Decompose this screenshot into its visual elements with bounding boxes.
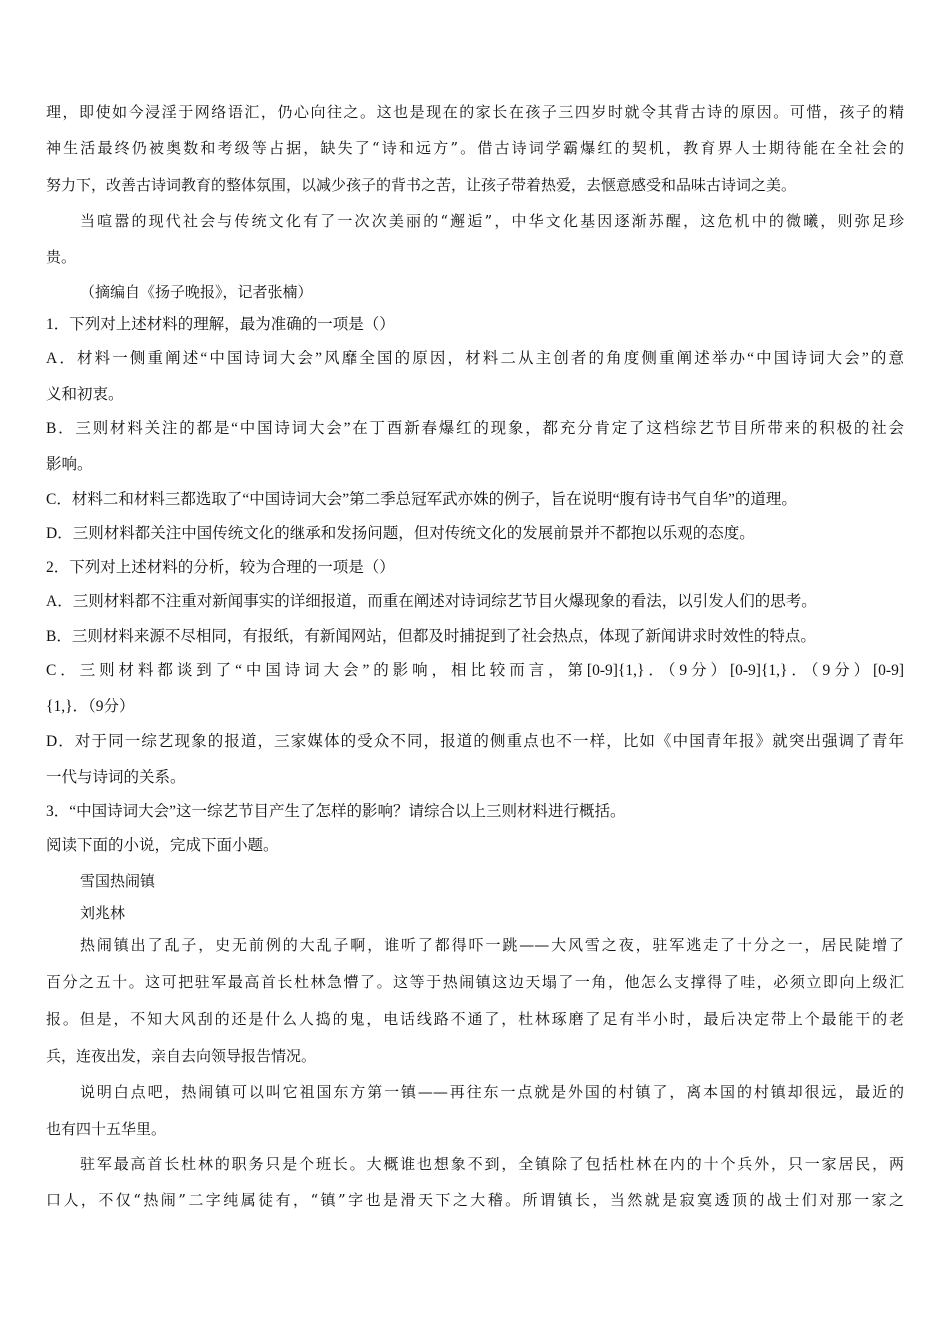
novel-intro: 阅读下面的小说，完成下面小题。 — [46, 837, 279, 854]
q2-option-b: B．三则材料来源不尽相同，有报纸，有新闻网站，但都及时捕捉到了社会热点，体现了新闻讲求时效性的特点。 — [46, 628, 816, 645]
article-citation: （摘编自《扬子晚报》，记者张楠） — [80, 283, 313, 301]
q2-option-d-line-1: D．对于同一综艺现象的报道，三家媒体的受众不同，报道的侧重点也不一样，比如《中国青年报》就突出强调了青年 — [46, 733, 904, 750]
q3-stem: 3．“中国诗词大会”这一综艺节目产生了怎样的影响？请综合以上三则材料进行概括。 — [46, 803, 626, 820]
article-p2-line-1: 当喧嚣的现代社会与传统文化有了一次次美丽的“邂逅”，中华文化基因逐渐苏醒，这危机中的微曦，则弥足珍 — [80, 212, 904, 230]
novel-p2-line-2: 也有四十五华里。 — [46, 1120, 167, 1138]
q1-option-a-line-2: 义和初衷。 — [46, 386, 124, 403]
article-p1-line-2: 神生活最终仍被奥数和考级等占据，缺失了“诗和远方”。借古诗词学霸爆红的契机，教育界人士期待能在全社会的 — [46, 139, 904, 157]
novel-p1-line-4: 兵，连夜出发，亲自去向领导报告情况。 — [46, 1047, 317, 1065]
novel-p1-line-2: 百分之五十。这可把驻军最高首长杜林急懵了。这等于热闹镇这边天塌了一角，他怎么支撑得了哇，必须立即向上级汇 — [46, 973, 904, 991]
article-p1-line-3: 努力下，改善古诗词教育的整体氛围，以减少孩子的背书之苦，让孩子带着热爱，去惬意感受和品味古诗词之美。 — [46, 176, 797, 194]
article-p2-line-2: 贵。 — [46, 248, 77, 266]
q1-option-c: C．材料二和材料三都选取了“中国诗词大会”第二季总冠军武亦姝的例子，旨在说明“腹有诗书气自华”的道理。 — [46, 491, 797, 508]
q1-stem: 1．下列对上述材料的理解，最为准确的一项是（） — [46, 316, 395, 333]
novel-p3-line-2: 口人，不仅“热闹”二字纯属徒有，“镇”字也是滑天下之大稽。所谓镇长，当然就是寂寞透顶的战士们对那一家之 — [46, 1191, 904, 1209]
q1-option-b-line-2: 影响。 — [46, 456, 93, 473]
novel-p3-line-1: 驻军最高首长杜林的职务只是个班长。大概谁也想象不到，全镇除了包括杜林在内的十个兵外，只一家居民，两 — [80, 1155, 904, 1173]
q2-option-c-line-2: {1,}．（9分） — [46, 698, 135, 715]
novel-p1-line-3: 报。但是，不知大风刮的还是什么人捣的鬼，电话线路不通了，杜林琢磨了足有半小时，最后决定带上个最能干的老 — [46, 1010, 904, 1028]
q2-option-a: A．三则材料都不注重对新闻事实的详细报道，而重在阐述对诗词综艺节目火爆现象的看法，以引发人们的思考。 — [46, 593, 817, 610]
q1-option-b-line-1: B．三则材料关注的都是“中国诗词大会”在丁酉新春爆红的现象，都充分肯定了这档综艺节目所带来的积极的社会 — [46, 420, 904, 437]
q2-option-c-line-1: C．三则材料都谈到了“中国诗词大会”的影响，相比较而言，第[0-9]{1,}．（9分）[0-9]{1,}．（9分）[0-9] — [46, 662, 904, 679]
q1-option-d: D．三则材料都关注中国传统文化的继承和发扬问题，但对传统文化的发展前景并不都抱以乐观的态度。 — [46, 525, 755, 542]
article-p1-line-1: 理，即使如今浸淫于网络语汇，仍心向往之。这也是现在的家长在孩子三四岁时就令其背古诗的原因。可惜，孩子的精 — [46, 103, 904, 121]
q1-option-a-line-1: A．材料一侧重阐述“中国诗词大会”风靡全国的原因，材料二从主创者的角度侧重阐述举办“中国诗词大会”的意 — [46, 350, 904, 367]
q2-stem: 2．下列对上述材料的分析，较为合理的一项是（） — [46, 559, 395, 576]
novel-title: 雪国热闹镇 — [80, 872, 156, 890]
novel-p2-line-1: 说明白点吧，热闹镇可以叫它祖国东方第一镇——再往东一点就是外国的村镇了，离本国的村镇却很远，最近的 — [80, 1083, 904, 1101]
q2-option-d-line-2: 一代与诗词的关系。 — [46, 769, 186, 786]
novel-p1-line-1: 热闹镇出了乱子，史无前例的大乱子啊，谁听了都得吓一跳——大风雪之夜，驻军逃走了十分之一，居民陡增了 — [80, 936, 904, 954]
novel-author: 刘兆林 — [80, 904, 126, 922]
